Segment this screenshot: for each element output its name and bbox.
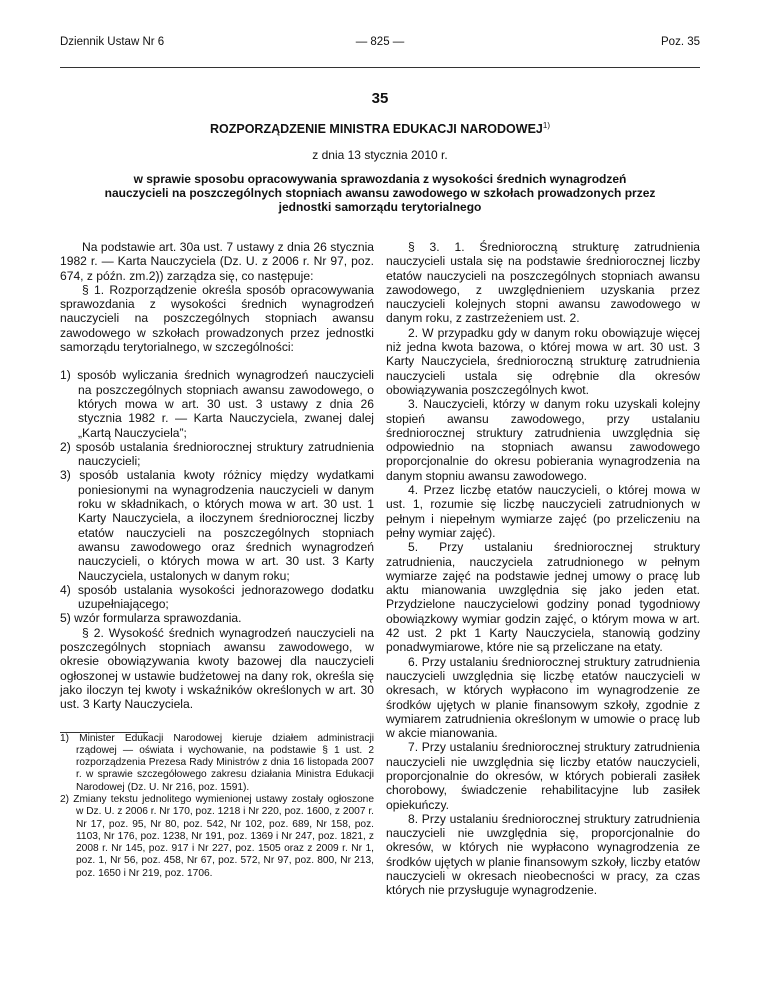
page-number: — 825 —: [355, 36, 405, 48]
paragraph-3-1: § 3. 1. Średnioroczną strukturę zatrudnienia nauczycieli ustala się na podstawie średniorocznej liczby etatów nauczycieli na poszczególnych stopniach awansu zawodowego, z uwzględnieniem uzyskania przez nauczycieli kolejnych stopni awansu zawodowego w danym roku, z zastrzeżeniem ust. 2.: [386, 240, 700, 326]
paragraph-2: § 2. Wysokość średnich wynagrodzeń nauczycieli na poszczególnych stopniach awansu zawodowego, w okresie obowiązywania kwoty bazowej dla nauczycieli ogłoszonej w ustawie budżetowej na dany rok, określa się jako iloczyn tej kwoty i wskaźników określonych w art. 30 ust. 3 Karty Nauczyciela.: [60, 625, 374, 712]
right-column: [386, 240, 700, 898]
position-number: 35: [371, 90, 389, 107]
paragraph-3-4: 4. Przez liczbę etatów nauczycieli, o której mowa w ust. 1, rozumie się liczbę nauczycieli zatrudnionych w pełnym i niepełnym wymiarze zajęć (po przeliczeniu na pełny wymiar zajęć).: [386, 483, 700, 540]
paragraph-3-3: 3. Nauczycieli, którzy w danym roku uzyskali kolejny stopień awansu zawodowego, przy ustalaniu średniorocznej struktury zatrudnienia uwzględnia się odpowiednio na stopniach awansu zawodowego proporcjonalnie do okresu pobierania wynagrodzenia na danym stopniu awansu zawodowego.: [386, 397, 700, 483]
document-subject: w sprawie sposobu opracowywania sprawozdania z wysokości średnich wynagrodzeń nauczycieli na poszczególnych stopniach awansu zawodowego w szkołach prowadzonych przez jednostki samorządu terytorialnego: [104, 172, 656, 215]
list-item: 5) wzór formularza sprawozdania.: [60, 611, 242, 626]
page-header: [60, 36, 700, 52]
list-item: 3) sposób ustalania kwoty różnicy między wydatkami poniesionymi na wynagrodzenia nauczycieli w danym roku w składnikach, o których mowa w art. 30 ust. 1 Karty Nauczyciela, a iloczynem średniorocznej liczby etatów nauczycieli na poszczególnych stopniach awansu zawodowego oraz średnich wynagrodzeń nauczycieli, o których mowa w art. 30 ust. 3 Karty Nauczyciela, ustalonych w danym roku;: [60, 468, 374, 583]
title-text: ROZPORZĄDZENIE MINISTRA EDUKACJI NARODOWEJ: [209, 122, 543, 137]
list-item: 2) sposób ustalania średniorocznej struktury zatrudnienia nauczycieli;: [60, 439, 374, 469]
preamble: Na podstawie art. 30a ust. 7 ustawy z dnia 26 stycznia 1982 r. — Karta Nauczyciela (Dz. U. z 2006 r. Nr 97, poz. 674, z późn. zm.2)) zarządza się, co następuje:: [60, 240, 374, 283]
paragraph-3-8: 8. Przy ustalaniu średniorocznej struktury zatrudnienia nauczycieli nie uwzględnia się, proporcjonalnie do okresów, w których nie wypłacono wynagrodzenia ze środków ujętych w planie finansowym szkoły, liczby etatów nauczycieli w okresach nieobecności w pracy, za czas których nie przysługuje wynagrodzenie.: [386, 811, 700, 898]
footnote: 1) Minister Edukacji Narodowej kieruje działem administracji rządowej — oświata i wychowanie, na podstawie § 1 ust. 2 rozporządzenia Prezesa Rady Ministrów z dnia 16 listopada 2007 r. w sprawie szczegółowego zakresu działania Ministra Edukacji Narodowej (Dz. U. Nr 216, poz. 1591).: [60, 732, 374, 793]
paragraph-1-intro: § 1. Rozporządzenie określa sposób opracowywania sprawozdania z wysokości średnich wynagrodzeń nauczycieli na poszczególnych stopniach awansu zawodowego w szkołach prowadzonych przez jednostki samorządu terytorialnego, w szczególności:: [60, 282, 374, 355]
title-footnote-mark: 1): [542, 121, 550, 130]
document-date: z dnia 13 stycznia 2010 r.: [312, 148, 448, 162]
paragraph-3-5: 5. Przy ustalaniu średniorocznej struktury zatrudnienia, nauczyciela zatrudnionego w pełnym wymiarze zajęć na podstawie jednej umowy o pracę lub aktu mianowania uwzględnia się jako jeden etat. Przydzielone nauczycielowi godziny ponad tygodniowy obowiązkowy wymiar godzin zajęć, o którym mowa w art. 42 ust. 2 pkt 1 Karty Nauczyciela, stanowią godziny ponadwymiarowe, które nie są przeliczane na etaty.: [386, 540, 700, 655]
header-divider: [60, 67, 700, 68]
list-item: 4) sposób ustalania wysokości jednorazowego dodatku uzupełniającego;: [60, 582, 374, 612]
paragraph-1-list: [60, 368, 374, 625]
footnote: 2) Zmiany tekstu jednolitego wymienionej ustawy zostały ogłoszone w Dz. U. z 2006 r. Nr 170, poz. 1218 i Nr 220, poz. 1600, z 2007 r. Nr 17, poz. 95, Nr 80, poz. 542, Nr 102, poz. 689, Nr 158, poz. 1103, Nr 176, poz. 1238, Nr 191, poz. 1369 i Nr 247, poz. 1821, z 2008 r. Nr 145, poz. 917 i Nr 227, poz. 1505 oraz z 2009 r. Nr 1, poz. 1, Nr 56, poz. 458, Nr 67, poz. 572, Nr 97, poz. 800, Nr 213, poz. 1650 i Nr 219, poz. 1706.: [60, 793, 374, 879]
journal-name: Dziennik Ustaw Nr 6: [60, 36, 165, 48]
position-label: Poz. 35: [661, 36, 700, 48]
left-column: [60, 240, 374, 880]
document-title: [60, 121, 700, 136]
list-item: 1) sposób wyliczania średnich wynagrodzeń nauczycieli na poszczególnych stopniach awansu zawodowego, o których mowa w art. 30 ust. 3 ustawy z dnia 26 stycznia 1982 r. — Karta Nauczyciela, zwanej dalej „Kartą Nauczyciela”;: [60, 368, 374, 440]
paragraph-3-2: 2. W przypadku gdy w danym roku obowiązuje więcej niż jedna kwota bazowa, o której mowa w art. 30 ust. 3 Karty Nauczyciela, średnioroczną strukturę zatrudnienia nauczycieli ustala się odrębnie dla okresów obowiązywania poszczególnych kwot.: [386, 325, 700, 397]
paragraph-3-7: 7. Przy ustalaniu średniorocznej struktury zatrudnienia nauczycieli nie uwzględnia się liczby etatów nauczycieli, proporcjonalnie do okresów, w których pobierali zasiłek chorobowy, świadczenie rehabilitacyjne lub zasiłek opiekuńczy.: [386, 740, 700, 812]
paragraph-3-6: 6. Przy ustalaniu średniorocznej struktury zatrudnienia nauczycieli uwzględnia się liczbę etatów nauczycieli w okresach, w których wypłacono im wynagrodzenie ze środków ujętych w planie finansowym szkoły, zgodnie z wymiarem zatrudnienia określonym w umowie o pracę lub w akcie mianowania.: [386, 654, 700, 741]
